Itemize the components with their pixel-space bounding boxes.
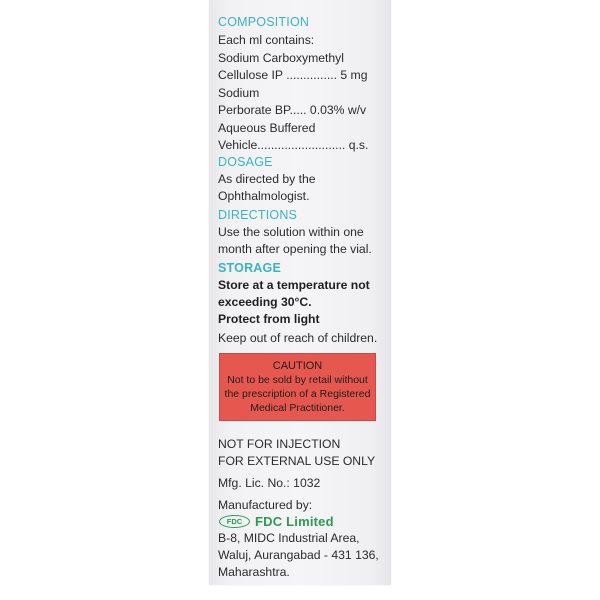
directions-line: Use the solution within one bbox=[218, 225, 364, 239]
manufacturer-brand bbox=[219, 513, 334, 529]
composition-line: Vehicle.......................... q.s. bbox=[218, 138, 369, 152]
storage-line: Store at a temperature not bbox=[218, 278, 370, 292]
caution-title: CAUTION bbox=[272, 360, 323, 372]
dosage-line: As directed by the bbox=[218, 172, 316, 186]
warning-external-use: FOR EXTERNAL USE ONLY bbox=[218, 454, 376, 468]
fdc-logo-text: FDC bbox=[226, 516, 243, 526]
warning-not-for-injection: NOT FOR INJECTION bbox=[218, 437, 341, 451]
address-line: Waluj, Aurangabad - 431 136, bbox=[218, 548, 379, 562]
address-line: B-8, MIDC Industrial Area, bbox=[218, 531, 360, 545]
composition-line: Perborate BP..... 0.03% w/v bbox=[218, 103, 367, 117]
directions-line: month after opening the vial. bbox=[218, 242, 372, 256]
storage-line: Protect from light bbox=[218, 312, 320, 326]
dosage-heading: DOSAGE bbox=[218, 155, 273, 169]
storage-heading: STORAGE bbox=[218, 261, 281, 275]
caution-line: Not to be sold by retail without bbox=[227, 374, 368, 386]
fdc-logo-icon bbox=[219, 515, 250, 528]
composition-heading: COMPOSITION bbox=[218, 15, 310, 29]
caution-line: the prescription of a Registered bbox=[224, 388, 371, 400]
caution-line: Medical Practitioner. bbox=[250, 402, 345, 414]
storage-line: exceeding 30°C. bbox=[218, 295, 312, 309]
composition-line: Aqueous Buffered bbox=[218, 121, 316, 135]
mfg-license: Mfg. Lic. No.: 1032 bbox=[218, 476, 321, 490]
composition-line: Each ml contains: bbox=[218, 33, 315, 47]
dosage-line: Ophthalmologist. bbox=[218, 189, 310, 203]
address-line: Maharashtra. bbox=[218, 565, 290, 579]
manufacturer-name: FDC Limited bbox=[255, 513, 334, 529]
storage-note: Keep out of reach of children. bbox=[218, 331, 378, 345]
manufactured-by-label: Manufactured by: bbox=[218, 498, 313, 512]
composition-line: Cellulose IP ............... 5 mg bbox=[218, 68, 368, 82]
composition-line: Sodium bbox=[218, 86, 260, 100]
directions-heading: DIRECTIONS bbox=[218, 208, 298, 222]
composition-line: Sodium Carboxymethyl bbox=[218, 51, 344, 65]
caution-box bbox=[219, 353, 376, 421]
